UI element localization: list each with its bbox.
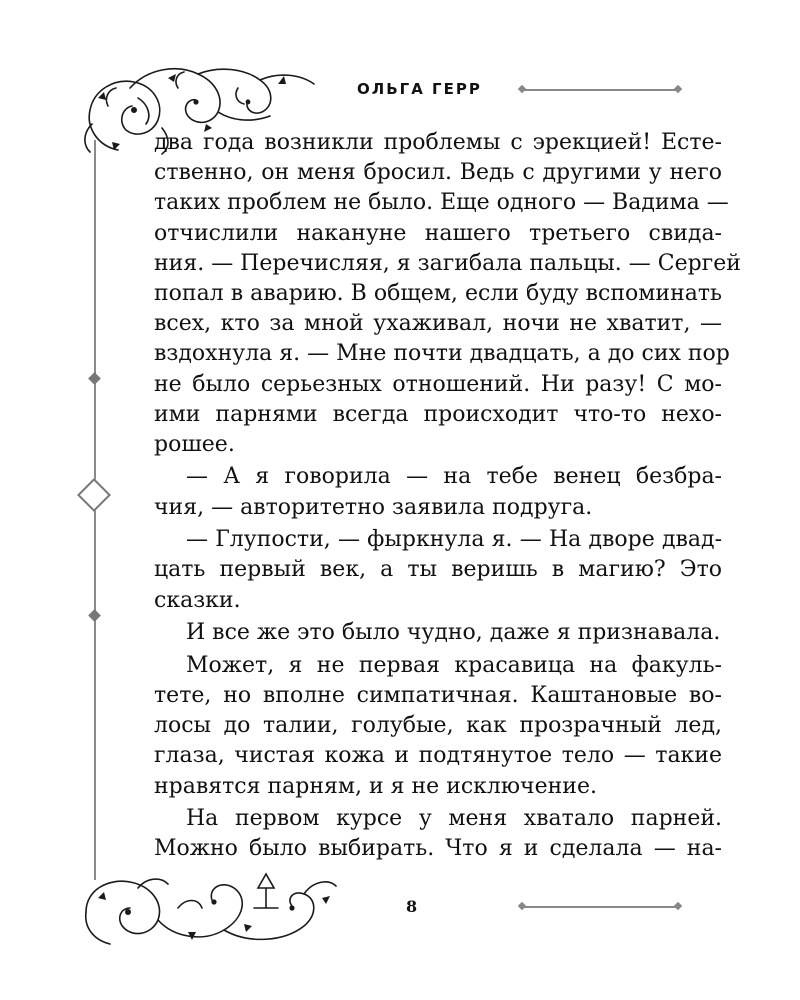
text-line: сказки.	[154, 587, 241, 613]
text-line: глаза, чистая кожа и подтянутое тело — такие	[154, 743, 722, 769]
text-line: ими парнями всегда происходит что-то нехо-	[154, 401, 722, 427]
text-line: Может, я не первая красавица на факуль-	[186, 652, 722, 678]
text-line: нравятся парням, и я не исключение.	[154, 773, 597, 799]
floral-scroll-ornament-bottom-icon	[78, 868, 340, 950]
header-rule	[522, 89, 678, 91]
rule-diamond-icon	[88, 372, 101, 385]
text-line: И все же это было чудно, даже я признавала.	[186, 620, 721, 646]
rule-diamond-icon	[88, 609, 101, 622]
text-line: вздохнула я. — Мне почти двадцать, а до сих пор	[154, 341, 730, 367]
running-header-author: ОЛЬГА ГЕРР	[357, 80, 482, 98]
page-number: 8	[406, 897, 418, 916]
text-line: всех, кто за мной ухаживал, ночи не хватит, —	[154, 311, 722, 337]
text-line: не было серьезных отношений. Ни разу! С мо-	[154, 371, 722, 397]
text-line: На первом курсе у меня хватало парней.	[186, 806, 722, 832]
footer-rule	[522, 906, 678, 908]
text-line: тете, но вполне симпатичная. Каштановые во-	[154, 682, 722, 708]
text-line: отчислили накануне нашего третьего свида-	[154, 220, 722, 246]
text-line: ния. — Перечисляя, я загибала пальцы. — Сергей	[154, 250, 741, 276]
text-line: — А я говорила — на тебе венец безбра-	[186, 464, 722, 490]
text-line: Можно было выбирать. Что я и сделала — на-	[154, 836, 722, 862]
page-body-text	[154, 128, 741, 864]
text-line: ственно, он меня бросил. Ведь с другими у него	[154, 160, 722, 186]
text-line: два года возникли проблемы с эрекцией! Есте-	[154, 130, 722, 155]
text-line: чия, — авторитетно заявила подруга.	[154, 494, 593, 520]
text-line: таких проблем не было. Еще одного — Вадима —	[154, 190, 729, 216]
text-line: попал в аварию. В общем, если буду вспоминать	[154, 280, 722, 306]
text-line: рошее.	[154, 431, 235, 457]
text-line: — Глупости, — фыркнула я. — На дворе двад-	[186, 527, 722, 553]
text-line: цать первый век, а ты веришь в магию? Это	[154, 557, 722, 583]
rule-diamond-outline-icon	[77, 478, 111, 512]
text-line: лосы до талии, голубые, как прозрачный лед,	[154, 713, 722, 739]
